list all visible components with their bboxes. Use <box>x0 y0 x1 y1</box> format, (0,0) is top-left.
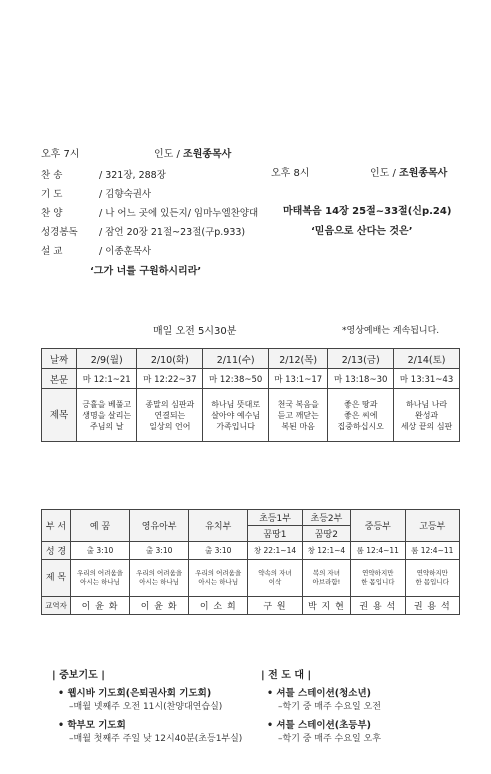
table-row: 제 목 우리의 어려움을 아시는 하나님 우리의 어려움을 아시는 하나님 우리의 어려움을 아시는 하나님 약속의 자녀 이삭 복의 자녀 아브라함! 연약하지만 한 몸입니다 연약하지만 한 몸입니다 <box>42 560 460 597</box>
pm-sermon-title: ‘그가 너를 구원하시리라’ <box>90 266 202 277</box>
wed-scripture: 마태복음 14장 25절~33절(신p.24) <box>283 206 452 217</box>
evangelism-detail: –학기 중 매주 수요일 오전 <box>278 702 381 712</box>
prayer-detail: –매월 넷째주 오전 11시(찬양대연습실) <box>69 702 223 712</box>
table-row: 날짜 2/9(월) 2/10(화) 2/11(수) 2/12(목) 2/13(금) 2/14(토) <box>42 349 460 369</box>
table-row: 교역자 이 윤 화 이 윤 화 이 소 희 구 원 박 지 현 권 용 석 권 용 석 <box>42 597 460 615</box>
evangelism-item: • 셔틀 스테이션(청소년) <box>267 688 371 699</box>
prayer-item: • 학부모 기도회 <box>58 720 126 731</box>
pm-row: 성경봉독 / 잠언 20장 21절~23절(구p.933) <box>41 227 246 238</box>
education-table <box>41 509 460 615</box>
table-row: 꿈땅1 꿈땅2 <box>42 526 460 542</box>
pm-invocation: 인도 / <box>154 149 184 160</box>
pm-time: 오후 7시 <box>41 149 80 160</box>
pm-row: 찬 양 / 나 어느 곳에 있든지/ 임마누엘찬양대 <box>41 208 259 219</box>
table-row: 본문 마 12:1~21 마 12:22~37 마 12:38~50 마 13:1~17 마 13:18~30 마 13:31~43 <box>42 369 460 389</box>
wed-time: 오후 8시 <box>271 168 310 179</box>
evangelism-detail: –학기 중 매주 수요일 오후 <box>278 734 381 744</box>
wed-leader-line <box>370 164 447 179</box>
dawn-title: 매일 오전 5시30분 <box>153 326 237 337</box>
table-row: 제목 긍휼을 베풀고 생명을 살리는 주님의 날 종말의 심판과 연결되는 일상의 언어 하나님 뜻대로 살아야 예수님 가족입니다 천국 복음을 듣고 깨닫는 복된 마음 좋은 땅과 좋은 씨에 집중하십시오 하나님 나라 완성과 세상 끝의 심판 <box>42 389 460 442</box>
evangelism-title: | 전 도 대 | <box>261 670 312 681</box>
pm-row: 찬 송 / 321장, 288장 <box>41 170 166 181</box>
wed-invocation: 인도 / <box>370 168 400 179</box>
prayer-title: | 중보기도 | <box>52 670 105 681</box>
wed-leader: 조원종목사 <box>399 168 448 179</box>
evangelism-item: • 셔틀 스테이션(초등부) <box>267 720 371 731</box>
pm-leader-line <box>154 145 231 160</box>
table-row: 성 경 출 3:10 출 3:10 출 3:10 창 22:1~14 창 12:1~4 롬 12:4~11 롬 12:4~11 <box>42 542 460 560</box>
pm-leader: 조원종목사 <box>183 149 232 160</box>
wed-sermon-title: ‘믿음으로 산다는 것은’ <box>311 226 413 237</box>
pm-row: 기 도 / 김향숙권사 <box>41 189 152 200</box>
table-row: 부 서 예 꿈 영유아부 유치부 초등1부 초등2부 중등부 고등부 <box>42 510 460 526</box>
prayer-item: • 웹시바 기도회(은퇴권사회 기도회) <box>58 688 212 699</box>
prayer-detail: –매월 첫째주 주일 낮 12시40분(초등1부실) <box>69 734 243 744</box>
pm-row: 설 교 / 이종훈목사 <box>41 246 152 257</box>
dawn-schedule-table <box>41 348 460 442</box>
pm-order <box>41 166 258 261</box>
dawn-note: *영상예배는 계속됩니다. <box>342 326 440 336</box>
